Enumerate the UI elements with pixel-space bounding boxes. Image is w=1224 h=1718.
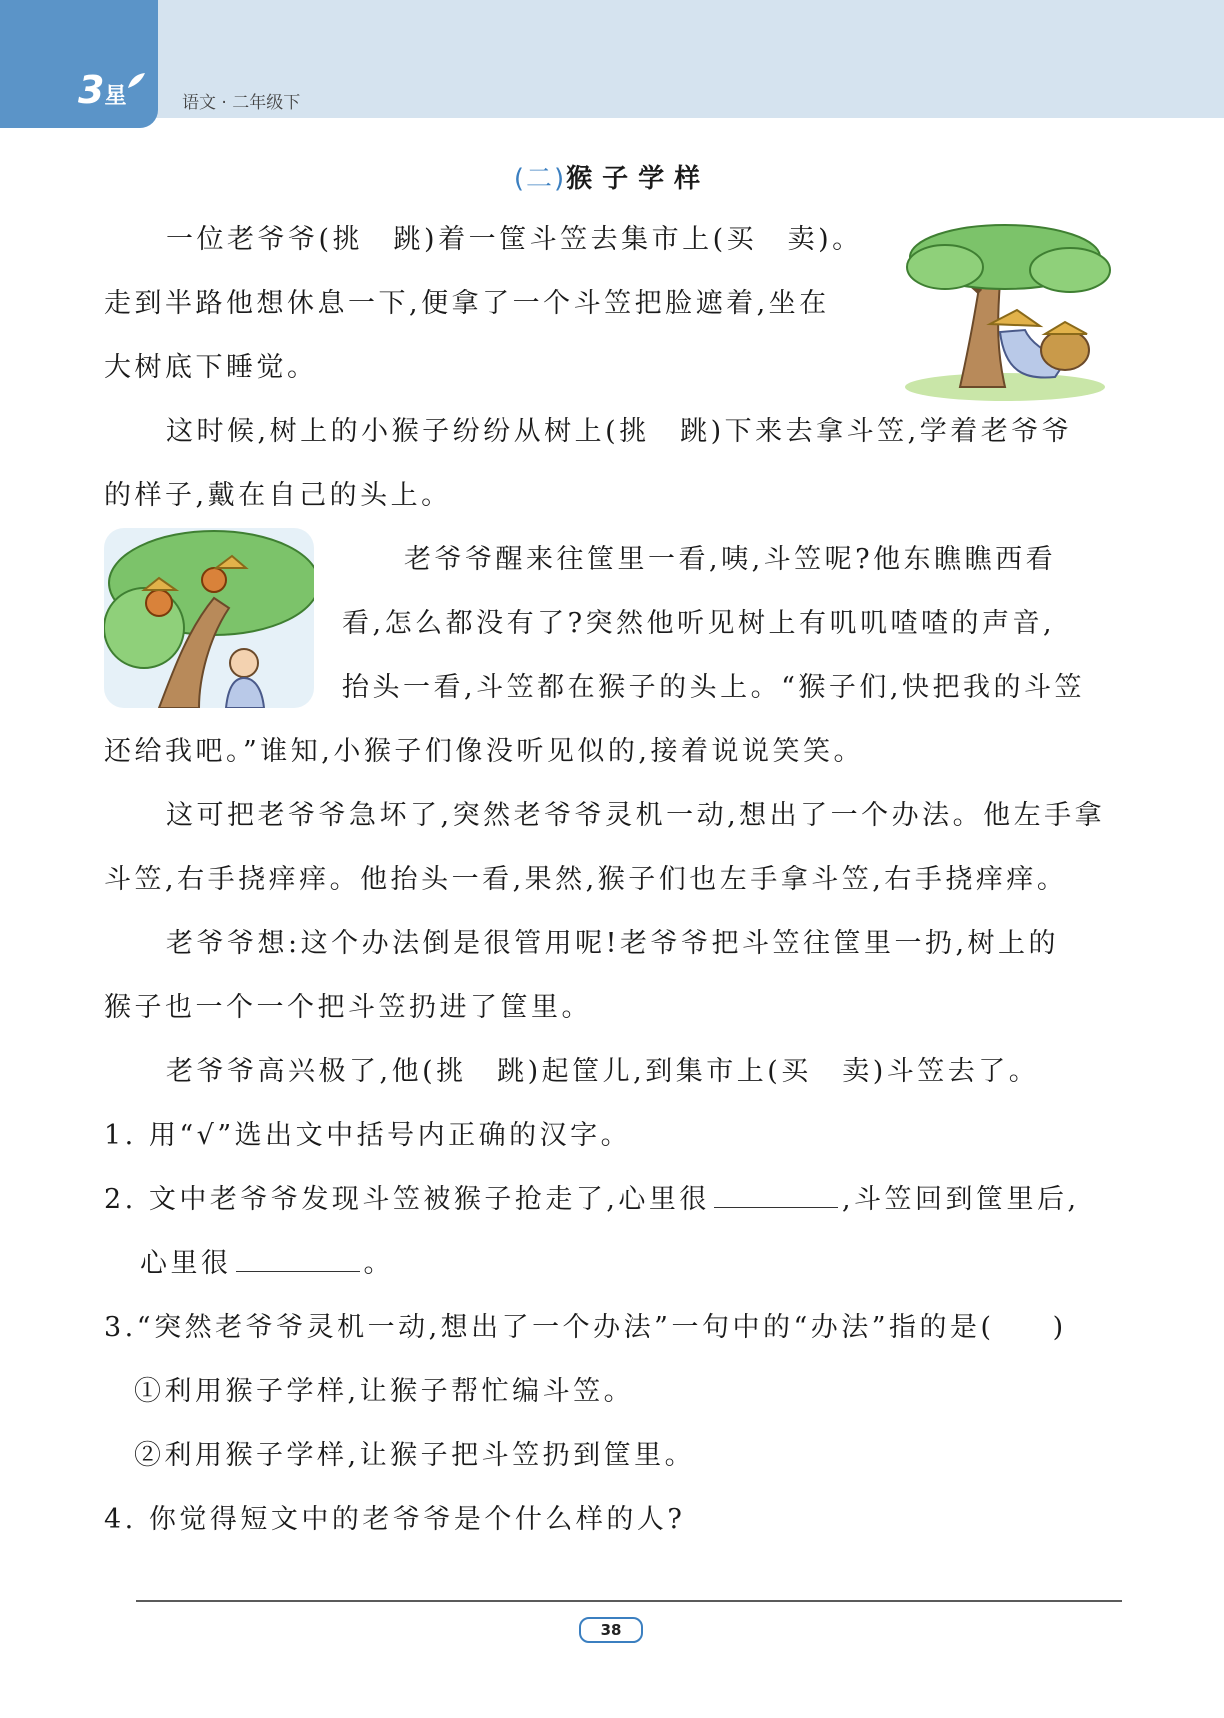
story-line: 老爷爷醒来往筐里一看,咦,斗笠呢?他东瞧瞧西看 xyxy=(404,544,1057,575)
question-2: 2. 文中老爷爷发现斗笠被猴子抢走了,心里很 ,斗笠回到筐里后, xyxy=(104,1184,1080,1215)
answer-blank-1[interactable] xyxy=(714,1186,838,1208)
level-number: 3 xyxy=(78,68,105,112)
story-line: 老爷爷高兴极了,他(挑 跳)起筐儿,到集市上(买 卖)斗笠去了。 xyxy=(166,1056,1040,1087)
question-3-option-1: ①利用猴子学样,让猴子帮忙编斗笠。 xyxy=(134,1376,635,1407)
old-man-sleeping-illustration xyxy=(905,222,1115,402)
story-line: 猴子也一个一个把斗笠扔进了筐里。 xyxy=(104,992,592,1023)
level-badge xyxy=(0,0,158,128)
footer-divider xyxy=(136,1600,1122,1602)
story-line: 还给我吧。”谁知,小猴子们像没听见似的,接着说说笑笑。 xyxy=(104,736,864,767)
question-4: 4. 你觉得短文中的老爷爷是个什么样的人? xyxy=(104,1504,686,1535)
monkeys-in-tree-illustration xyxy=(104,528,314,708)
level-star-label: 星 xyxy=(104,84,127,109)
passage-title xyxy=(0,158,1224,195)
question-2-cont: 心里很 。 xyxy=(140,1248,394,1279)
passage-title-text: 猴子学样 xyxy=(566,164,711,194)
answer-blank-2[interactable] xyxy=(236,1250,360,1272)
passage-number: (二) xyxy=(513,164,567,194)
story-line: 老爷爷想:这个办法倒是很管用呢!老爷爷把斗笠往筐里一扔,树上的 xyxy=(166,928,1060,959)
story-line: 看,怎么都没有了?突然他听见树上有叽叽喳喳的声音, xyxy=(342,608,1056,639)
story-line: 斗笠,右手挠痒痒。他抬头一看,果然,猴子们也左手拿斗笠,右手挠痒痒。 xyxy=(104,864,1068,895)
page-number: 38 xyxy=(579,1617,643,1643)
story-line: 这可把老爷爷急坏了,突然老爷爷灵机一动,想出了一个办法。他左手拿 xyxy=(166,800,1106,831)
leaf-icon xyxy=(125,70,147,92)
story-line: 走到半路他想休息一下,便拿了一个斗笠把脸遮着,坐在 xyxy=(104,288,830,319)
story-line: 大树底下睡觉。 xyxy=(104,352,318,383)
story-line: 的样子,戴在自己的头上。 xyxy=(104,480,452,511)
story-line: 这时候,树上的小猴子纷纷从树上(挑 跳)下来去拿斗笠,学着老爷爷 xyxy=(166,416,1073,447)
question-1: 1. 用“√”选出文中括号内正确的汉字。 xyxy=(104,1120,632,1151)
question-3-option-2: ②利用猴子学样,让猴子把斗笠扔到筐里。 xyxy=(134,1440,696,1471)
subject-label: 语文 · 二年级下 xyxy=(182,93,301,113)
story-line: 一位老爷爷(挑 跳)着一筐斗笠去集市上(买 卖)。 xyxy=(166,224,863,255)
story-line: 抬头一看,斗笠都在猴子的头上。“猴子们,快把我的斗笠 xyxy=(342,672,1085,703)
question-3: 3.“突然老爷爷灵机一动,想出了一个办法”一句中的“办法”指的是( ) xyxy=(104,1312,1067,1343)
